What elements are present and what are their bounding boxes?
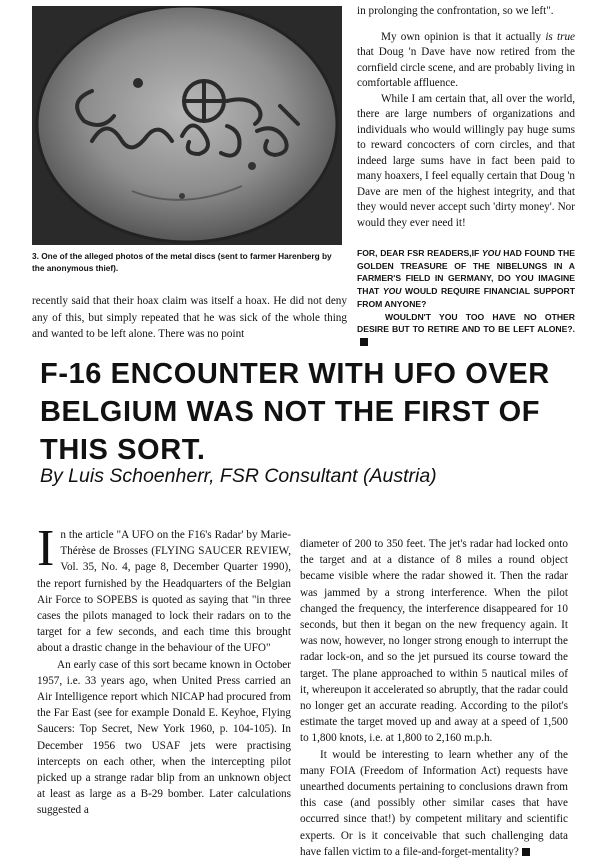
article-p1-text: n the article "A UFO on the F16's Radar' by Marie-Thérèse de Brosses (FLYING SAUCER REVIEW, Vol. 35, No. 4, page 8, December Quarter 1990), the report furnished by the Headquarters of the Belgian Air Force to SOPEBS is quoted as saying that "in three cases the pilots managed to lock their radars on to the target for a few seconds, and each time this brought about a drastic change in the behaviour of the UFO": [37, 529, 291, 655]
q1-you-1: YOU: [481, 248, 501, 258]
right-column-paragraph-1: [357, 30, 575, 92]
article-headline: F-16 ENCOUNTER WITH UFO OVER BELGIUM WAS NOT THE FIRST OF THIS SORT.: [40, 358, 550, 466]
p1-emphasis: is true: [545, 30, 576, 43]
q1-you-2: YOU: [382, 286, 402, 297]
p1-part-a: My own opinion is that it actually: [381, 30, 546, 43]
article-p4-text: It would be interesting to learn whether any of the many FOIA (Freedom of Information Act) requests have unearthed documents pertaining to conclusions drawn from this case (and possibly other similar cases that have occurred since that!) by competent military and scientific experts. Or is it conceivable that such challenging data have fallen victim to a file-and-forget-mentality?: [300, 748, 568, 858]
metal-disc-image: [32, 6, 342, 245]
fsr-readers-note: [357, 247, 575, 349]
article-paragraph-4: [300, 747, 568, 860]
photo-caption: 3. One of the alleged photos of the metal discs (sent to farmer Harenberg by the anonymous thief).: [32, 251, 332, 273]
metal-disc-photo: [32, 6, 342, 245]
left-column-continuation: recently said that their hoax claim was itself a hoax. He did not deny any of this, but simply repeated that he was sick of the whole thing and wanted to be left alone. There was no point: [32, 295, 347, 340]
article-paragraph-3: diameter of 200 to 350 feet. The jet's radar had locked onto the target and at a distance of 8 miles a round object became visible where the radar showed it. Then the radar was jammed by a strong interference. When the pilot changed the frequency, the interference disappeared for 10 seconds, but then it began on the new frequency again. It was now, however, no longer strong enough to interrupt the radar lock-on, and so the jet pursued its course toward the target. The plane approached to within 5 nautical miles of it, whereupon it accelerated so abruptly, that the radar could no longer get an accurate reading. According to the pilot's estimate the target moved up and away at a speed of 1,500 to 1,800 knots, i.e. at 1,800 to 2,160 m.p.h.: [300, 538, 568, 745]
q2-text: WOULDN'T YOU TOO HAVE NO OTHER DESIRE BUT TO RETIRE AND TO BE LEFT ALONE?.: [357, 311, 575, 335]
q1-part-b: HAD FOUND THE GOLDEN TREASURE OF THE NIBELUNGS IN A FARMER'S FIELD IN GERMANY, DO YOU IMAGINE THAT: [357, 248, 575, 297]
right-column-paragraph-2: While I am certain that, all over the world, there are large numbers of organizations and individuals who would willingly pay huge sums to reward concocters of corn circles, and that indeed large sums have in fact been paid to many hoaxers, I feel equally certain that Doug 'n Dave are men of the highest integrity, and that they would never accept such 'dirty money'. Nor would they ever need it!: [357, 92, 575, 229]
article-paragraph-2: An early case of this sort became known in October 1957, i.e. 33 years ago, when United Press carried an Air Intelligence report which NICAP had procured from the Far East (see for example Donald E. Keyhoe, Flying Saucers: Top Secret, New York 1960, p. 104-105). In December 1956 two USAF jets were practising intercepts on each other, when the intercepting pilot picked up a strange radar blip from an unknown object at least as large as a B-29 bomber. Later calculations suggested a: [37, 658, 291, 817]
q1-part-c: WOULD REQUIRE FINANCIAL SUPPORT FROM ANYONE?: [357, 286, 575, 309]
article-right-column: [300, 536, 568, 860]
fsr-note-question-1: [357, 247, 575, 311]
article-byline: By Luis Schoenherr, FSR Consultant (Austria): [40, 465, 437, 487]
drop-cap: I: [37, 520, 55, 577]
right-column-prev-text: in prolonging the confrontation, so we left".: [357, 5, 554, 17]
end-mark-icon: [360, 338, 368, 346]
right-column-text: [357, 4, 575, 231]
article-left-column: [37, 520, 291, 819]
fsr-note-question-2: [357, 311, 575, 349]
q1-part-a: FOR, DEAR FSR READERS,IF: [357, 248, 482, 258]
end-mark-icon: [522, 848, 530, 856]
article-paragraph-1: [37, 520, 291, 657]
p1-part-b: that Doug 'n Dave have now retired from the cornfield circle scene, and are probably living in comfortable affluence.: [357, 46, 575, 89]
